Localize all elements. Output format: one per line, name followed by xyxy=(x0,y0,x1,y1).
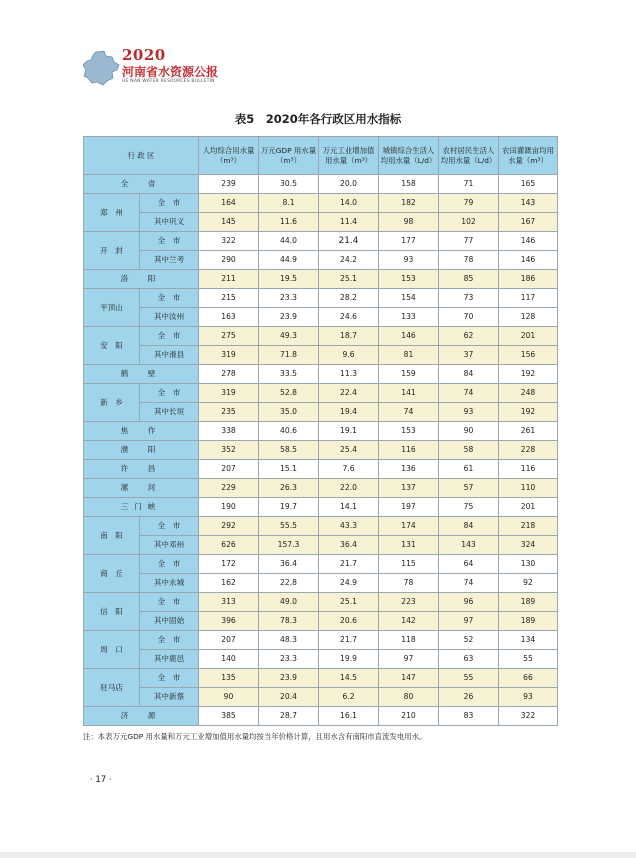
value-cell: 84 xyxy=(439,517,499,536)
region-cell: 漯 河 xyxy=(84,479,199,498)
value-cell: 81 xyxy=(379,346,439,365)
value-cell: 52 xyxy=(439,631,499,650)
region-cell: 开 封 xyxy=(84,232,140,270)
value-cell: 98 xyxy=(379,213,439,232)
value-cell: 142 xyxy=(379,612,439,631)
value-cell: 24.6 xyxy=(319,308,379,327)
value-cell: 28.7 xyxy=(259,707,319,726)
subregion-cell: 全 市 xyxy=(140,232,199,251)
subregion-cell: 其中固始 xyxy=(140,612,199,631)
value-cell: 156 xyxy=(499,346,558,365)
region-cell: 信 阳 xyxy=(84,593,140,631)
value-cell: 140 xyxy=(199,650,259,669)
value-cell: 52.8 xyxy=(259,384,319,403)
table-row xyxy=(84,517,558,536)
value-cell: 215 xyxy=(199,289,259,308)
value-cell: 23.3 xyxy=(259,650,319,669)
value-cell: 93 xyxy=(379,251,439,270)
table-row xyxy=(84,308,558,327)
value-cell: 77 xyxy=(439,232,499,251)
value-cell: 64 xyxy=(439,555,499,574)
value-cell: 78.3 xyxy=(259,612,319,631)
region-cell: 南 阳 xyxy=(84,517,140,555)
table-row xyxy=(84,650,558,669)
subregion-cell: 其中滑县 xyxy=(140,346,199,365)
region-cell: 洛 阳 xyxy=(84,270,199,289)
value-cell: 24.2 xyxy=(319,251,379,270)
value-cell: 49.3 xyxy=(259,327,319,346)
value-cell: 313 xyxy=(199,593,259,612)
subregion-cell: 全 市 xyxy=(140,384,199,403)
value-cell: 319 xyxy=(199,384,259,403)
value-cell: 261 xyxy=(499,422,558,441)
value-cell: 19.4 xyxy=(319,403,379,422)
value-cell: 62 xyxy=(439,327,499,346)
value-cell: 93 xyxy=(439,403,499,422)
value-cell: 128 xyxy=(499,308,558,327)
bulletin-logo xyxy=(82,46,232,92)
value-cell: 117 xyxy=(499,289,558,308)
value-cell: 16.1 xyxy=(319,707,379,726)
value-cell: 6.2 xyxy=(319,688,379,707)
value-cell: 23.9 xyxy=(259,308,319,327)
table-row xyxy=(84,441,558,460)
value-cell: 186 xyxy=(499,270,558,289)
region-cell: 新 乡 xyxy=(84,384,140,422)
value-cell: 192 xyxy=(499,365,558,384)
value-cell: 352 xyxy=(199,441,259,460)
value-cell: 322 xyxy=(499,707,558,726)
value-cell: 154 xyxy=(379,289,439,308)
region-cell: 郑 州 xyxy=(84,194,140,232)
value-cell: 136 xyxy=(379,460,439,479)
value-cell: 26 xyxy=(439,688,499,707)
value-cell: 19.7 xyxy=(259,498,319,517)
value-cell: 145 xyxy=(199,213,259,232)
subregion-cell: 全 市 xyxy=(140,289,199,308)
value-cell: 84 xyxy=(439,365,499,384)
value-cell: 78 xyxy=(439,251,499,270)
table-row xyxy=(84,346,558,365)
value-cell: 159 xyxy=(379,365,439,384)
value-cell: 55 xyxy=(499,650,558,669)
value-cell: 21.7 xyxy=(319,631,379,650)
value-cell: 338 xyxy=(199,422,259,441)
value-cell: 146 xyxy=(499,251,558,270)
column-header: 农村居民生活人均用水量（L/d） xyxy=(439,137,499,175)
value-cell: 201 xyxy=(499,498,558,517)
value-cell: 83 xyxy=(439,707,499,726)
value-cell: 385 xyxy=(199,707,259,726)
value-cell: 11.3 xyxy=(319,365,379,384)
table-row xyxy=(84,669,558,688)
column-header: 农田灌溉亩均用水量（m³） xyxy=(499,137,558,175)
column-header: 城镇综合生活人均用水量（L/d） xyxy=(379,137,439,175)
value-cell: 80 xyxy=(379,688,439,707)
region-cell: 三门峡 xyxy=(84,498,199,517)
value-cell: 74 xyxy=(379,403,439,422)
value-cell: 36.4 xyxy=(319,536,379,555)
table-row xyxy=(84,327,558,346)
value-cell: 9.6 xyxy=(319,346,379,365)
value-cell: 7.6 xyxy=(319,460,379,479)
table-row xyxy=(84,232,558,251)
value-cell: 290 xyxy=(199,251,259,270)
column-header: 行 政 区 xyxy=(84,137,199,175)
value-cell: 96 xyxy=(439,593,499,612)
subregion-cell: 其中新蔡 xyxy=(140,688,199,707)
value-cell: 322 xyxy=(199,232,259,251)
value-cell: 57 xyxy=(439,479,499,498)
value-cell: 55 xyxy=(439,669,499,688)
value-cell: 130 xyxy=(499,555,558,574)
value-cell: 164 xyxy=(199,194,259,213)
value-cell: 190 xyxy=(199,498,259,517)
value-cell: 153 xyxy=(379,270,439,289)
value-cell: 116 xyxy=(499,460,558,479)
table-row xyxy=(84,479,558,498)
value-cell: 319 xyxy=(199,346,259,365)
value-cell: 44.0 xyxy=(259,232,319,251)
henan-map-icon xyxy=(82,50,120,86)
subregion-cell: 其中永城 xyxy=(140,574,199,593)
water-use-table xyxy=(83,136,558,726)
value-cell: 20.6 xyxy=(319,612,379,631)
value-cell: 85 xyxy=(439,270,499,289)
value-cell: 37 xyxy=(439,346,499,365)
value-cell: 228 xyxy=(499,441,558,460)
logo-year: 2020 xyxy=(122,46,166,64)
value-cell: 229 xyxy=(199,479,259,498)
value-cell: 33.5 xyxy=(259,365,319,384)
table-row xyxy=(84,574,558,593)
value-cell: 131 xyxy=(379,536,439,555)
value-cell: 147 xyxy=(379,669,439,688)
value-cell: 218 xyxy=(499,517,558,536)
table-row xyxy=(84,498,558,517)
table-row xyxy=(84,612,558,631)
region-cell: 驻马店 xyxy=(84,669,140,707)
value-cell: 135 xyxy=(199,669,259,688)
value-cell: 20.0 xyxy=(319,175,379,194)
value-cell: 40.6 xyxy=(259,422,319,441)
value-cell: 134 xyxy=(499,631,558,650)
table-row xyxy=(84,422,558,441)
table-row xyxy=(84,270,558,289)
value-cell: 25.1 xyxy=(319,593,379,612)
value-cell: 49.0 xyxy=(259,593,319,612)
value-cell: 146 xyxy=(499,232,558,251)
value-cell: 93 xyxy=(499,688,558,707)
value-cell: 396 xyxy=(199,612,259,631)
value-cell: 248 xyxy=(499,384,558,403)
table-row xyxy=(84,194,558,213)
region-cell: 平顶山 xyxy=(84,289,140,327)
value-cell: 19.9 xyxy=(319,650,379,669)
value-cell: 92 xyxy=(499,574,558,593)
value-cell: 174 xyxy=(379,517,439,536)
value-cell: 90 xyxy=(199,688,259,707)
value-cell: 197 xyxy=(379,498,439,517)
value-cell: 137 xyxy=(379,479,439,498)
subregion-cell: 其中巩义 xyxy=(140,213,199,232)
value-cell: 207 xyxy=(199,460,259,479)
footer-band xyxy=(0,852,636,858)
value-cell: 75 xyxy=(439,498,499,517)
value-cell: 21.4 xyxy=(319,232,379,251)
subregion-cell: 全 市 xyxy=(140,669,199,688)
column-header: 人均综合用水量（m³） xyxy=(199,137,259,175)
value-cell: 110 xyxy=(499,479,558,498)
subregion-cell: 其中汝州 xyxy=(140,308,199,327)
table-row xyxy=(84,631,558,650)
value-cell: 167 xyxy=(499,213,558,232)
region-cell: 鹤 壁 xyxy=(84,365,199,384)
region-cell: 许 昌 xyxy=(84,460,199,479)
subregion-cell: 全 市 xyxy=(140,555,199,574)
table-header-row xyxy=(84,137,558,175)
value-cell: 90 xyxy=(439,422,499,441)
logo-title: 河南省水资源公报 xyxy=(122,65,219,79)
value-cell: 189 xyxy=(499,593,558,612)
table-title: 表5 2020年各行政区用水指标 xyxy=(234,112,402,126)
value-cell: 157.3 xyxy=(259,536,319,555)
region-cell: 安 阳 xyxy=(84,327,140,365)
value-cell: 116 xyxy=(379,441,439,460)
value-cell: 25.1 xyxy=(319,270,379,289)
table-row xyxy=(84,251,558,270)
value-cell: 102 xyxy=(439,213,499,232)
value-cell: 30.5 xyxy=(259,175,319,194)
table-row xyxy=(84,555,558,574)
value-cell: 70 xyxy=(439,308,499,327)
value-cell: 153 xyxy=(379,422,439,441)
value-cell: 20.4 xyxy=(259,688,319,707)
value-cell: 275 xyxy=(199,327,259,346)
value-cell: 158 xyxy=(379,175,439,194)
value-cell: 115 xyxy=(379,555,439,574)
value-cell: 210 xyxy=(379,707,439,726)
value-cell: 143 xyxy=(439,536,499,555)
value-cell: 11.4 xyxy=(319,213,379,232)
value-cell: 15.1 xyxy=(259,460,319,479)
table-row xyxy=(84,175,558,194)
value-cell: 25.4 xyxy=(319,441,379,460)
value-cell: 44.9 xyxy=(259,251,319,270)
value-cell: 55.5 xyxy=(259,517,319,536)
subregion-cell: 其中邓州 xyxy=(140,536,199,555)
value-cell: 141 xyxy=(379,384,439,403)
region-cell: 濮 阳 xyxy=(84,441,199,460)
value-cell: 165 xyxy=(499,175,558,194)
table-row xyxy=(84,365,558,384)
region-cell: 周 口 xyxy=(84,631,140,669)
table-row xyxy=(84,593,558,612)
value-cell: 207 xyxy=(199,631,259,650)
value-cell: 201 xyxy=(499,327,558,346)
region-cell: 焦 作 xyxy=(84,422,199,441)
subregion-cell: 其中兰考 xyxy=(140,251,199,270)
value-cell: 22.0 xyxy=(319,479,379,498)
value-cell: 239 xyxy=(199,175,259,194)
value-cell: 58.5 xyxy=(259,441,319,460)
table-row xyxy=(84,384,558,403)
value-cell: 19.1 xyxy=(319,422,379,441)
value-cell: 36.4 xyxy=(259,555,319,574)
value-cell: 133 xyxy=(379,308,439,327)
value-cell: 43.3 xyxy=(319,517,379,536)
value-cell: 182 xyxy=(379,194,439,213)
value-cell: 626 xyxy=(199,536,259,555)
value-cell: 19.5 xyxy=(259,270,319,289)
column-header: 万元工业增加值用水量（m³） xyxy=(319,137,379,175)
value-cell: 66 xyxy=(499,669,558,688)
logo-subtitle-en: HE NAN WATER RESOURCES BULLETIN xyxy=(122,79,215,84)
value-cell: 78 xyxy=(379,574,439,593)
subregion-cell: 全 市 xyxy=(140,631,199,650)
table-row xyxy=(84,688,558,707)
value-cell: 63 xyxy=(439,650,499,669)
subregion-cell: 全 市 xyxy=(140,327,199,346)
value-cell: 189 xyxy=(499,612,558,631)
value-cell: 14.1 xyxy=(319,498,379,517)
value-cell: 23.3 xyxy=(259,289,319,308)
region-cell: 全 省 xyxy=(84,175,199,194)
value-cell: 74 xyxy=(439,574,499,593)
value-cell: 11.6 xyxy=(259,213,319,232)
table-note: 注：本表万元GDP 用水量和万元工业增加值用水量均按当年价格计算，且用水含有南阳市直流发电用水。 xyxy=(83,732,427,741)
value-cell: 14.0 xyxy=(319,194,379,213)
table-row xyxy=(84,460,558,479)
value-cell: 223 xyxy=(379,593,439,612)
value-cell: 14.5 xyxy=(319,669,379,688)
subregion-cell: 其中长垣 xyxy=(140,403,199,422)
value-cell: 35.0 xyxy=(259,403,319,422)
value-cell: 97 xyxy=(379,650,439,669)
value-cell: 26.3 xyxy=(259,479,319,498)
value-cell: 97 xyxy=(439,612,499,631)
value-cell: 146 xyxy=(379,327,439,346)
value-cell: 21.7 xyxy=(319,555,379,574)
value-cell: 73 xyxy=(439,289,499,308)
table-row xyxy=(84,536,558,555)
subregion-cell: 其中鹿邑 xyxy=(140,650,199,669)
value-cell: 162 xyxy=(199,574,259,593)
value-cell: 22.4 xyxy=(319,384,379,403)
value-cell: 79 xyxy=(439,194,499,213)
value-cell: 177 xyxy=(379,232,439,251)
table-row xyxy=(84,403,558,422)
value-cell: 172 xyxy=(199,555,259,574)
value-cell: 163 xyxy=(199,308,259,327)
value-cell: 74 xyxy=(439,384,499,403)
value-cell: 8.1 xyxy=(259,194,319,213)
table-row xyxy=(84,213,558,232)
value-cell: 58 xyxy=(439,441,499,460)
value-cell: 71.8 xyxy=(259,346,319,365)
table-row xyxy=(84,707,558,726)
value-cell: 22.8 xyxy=(259,574,319,593)
region-cell: 济 源 xyxy=(84,707,199,726)
table-row xyxy=(84,289,558,308)
column-header: 万元GDP 用水量（m³） xyxy=(259,137,319,175)
value-cell: 24.9 xyxy=(319,574,379,593)
value-cell: 143 xyxy=(499,194,558,213)
subregion-cell: 全 市 xyxy=(140,194,199,213)
region-cell: 商 丘 xyxy=(84,555,140,593)
page-number: · 17 · xyxy=(90,775,112,785)
value-cell: 235 xyxy=(199,403,259,422)
value-cell: 61 xyxy=(439,460,499,479)
subregion-cell: 全 市 xyxy=(140,517,199,536)
value-cell: 211 xyxy=(199,270,259,289)
value-cell: 324 xyxy=(499,536,558,555)
value-cell: 71 xyxy=(439,175,499,194)
value-cell: 292 xyxy=(199,517,259,536)
value-cell: 48.3 xyxy=(259,631,319,650)
value-cell: 278 xyxy=(199,365,259,384)
value-cell: 118 xyxy=(379,631,439,650)
value-cell: 23.9 xyxy=(259,669,319,688)
value-cell: 28.2 xyxy=(319,289,379,308)
value-cell: 18.7 xyxy=(319,327,379,346)
value-cell: 192 xyxy=(499,403,558,422)
subregion-cell: 全 市 xyxy=(140,593,199,612)
